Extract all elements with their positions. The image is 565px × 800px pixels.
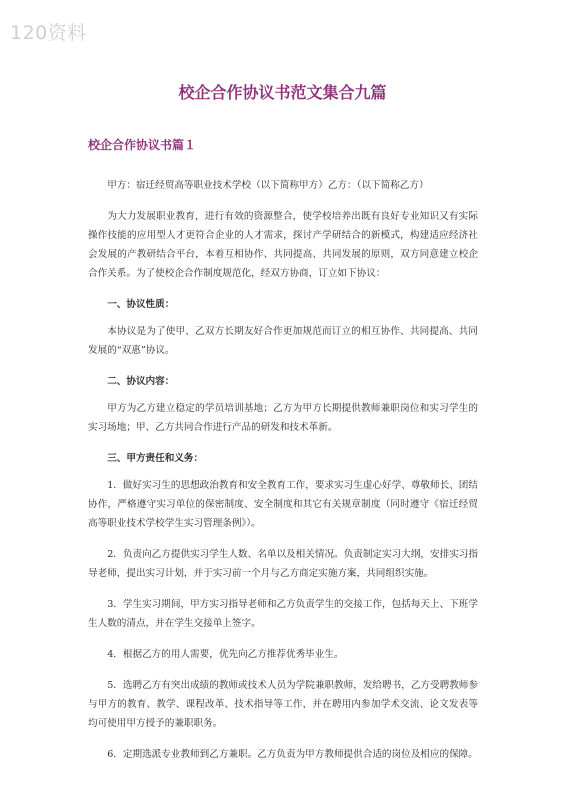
parties-paragraph: 甲方：宿迁经贸高等职业技术学校（以下简称甲方）乙方：（以下简称乙方） <box>107 180 429 191</box>
list-item: 4．根据乙方的用人需要，优先向乙方推荐优秀毕业生。 <box>107 649 344 660</box>
document-title: 校企合作协议书范文集合九篇 <box>178 83 387 102</box>
list-item: 1．做好实习生的思想政治教育和安全教育工作，要求实习生虚心好学、尊敬师长、团结协作，严格遵守实习单位的保密制度、安全制度和其它有关规章制度（同时遵守《宿迁经贸高等职业技术学校学生实习管理条例》）。 <box>88 480 478 529</box>
list-item: 3．学生实习期间，甲方实习指导老师和乙方负责学生的交接工作，包括每天上、下班学生人数的清点，并在学生交接单上签字。 <box>88 599 478 629</box>
section-title: 校企合作协议书篇１ <box>88 138 197 152</box>
document-body <box>88 176 478 776</box>
preamble-paragraph: 为大力发展职业教育，进行有效的资源整合，使学校培养出既有良好专业知识又有实际操作技能的应用型人才更符合企业的人才需求，探讨产学研结合的新模式，构建适应经济社会发展的产教研结合平台，本着互相协作、共同提高、共同发展的原则，双方同意建立校企合作关系。为了使校企合作制度规范化，经双方协商，订立如下协议： <box>88 211 478 279</box>
list-item: 2．负责向乙方提供实习学生人数、名单以及相关情况。负责制定实习大纲，安排实习指导老师，提出实习计划，并于实习前一个月与乙方商定实施方案，共同组织实施。 <box>88 549 478 579</box>
watermark: 120资料 <box>10 22 87 44</box>
clause-paragraph: 本协议是为了使甲、乙双方长期友好合作更加规范而订立的相互协作、共同提高、共同发展的“双惠”协议。 <box>88 326 478 356</box>
list-item: 6．定期选派专业教师到乙方兼职。乙方负责为甲方教师提供合适的岗位及相应的保障。 <box>107 749 478 760</box>
clause-heading-3: 三、甲方责任和义务： <box>107 453 204 464</box>
clause-paragraph: 甲方为乙方建立稳定的学员培训基地；乙方为甲方长期提供教师兼职岗位和实习学生的实习场地；甲、乙方共同合作进行产品的研发和技术革新。 <box>88 403 478 433</box>
list-item: 5．选聘乙方有突出成绩的教师或技术人员为学院兼职教师，发给聘书，乙方受聘教师参与甲方的教育、教学、课程改革、技术指导等工作，并在聘用内参加学术交流、论文发表等均可使用甲方授予的兼职职务。 <box>88 680 478 729</box>
clause-heading-2: 二、协议内容： <box>107 376 175 387</box>
clause-heading-1: 一、协议性质： <box>107 299 175 310</box>
